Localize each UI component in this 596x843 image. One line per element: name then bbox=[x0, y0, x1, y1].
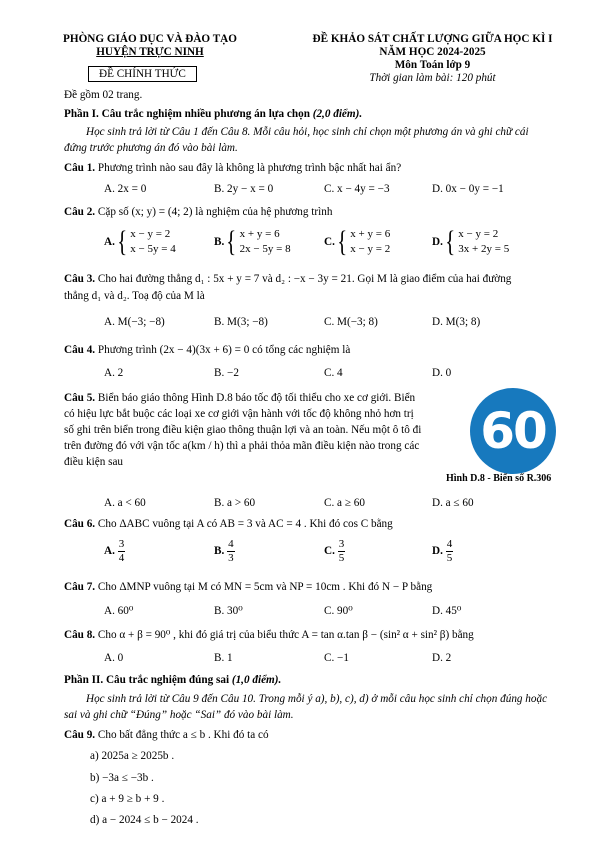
q6-option-c: C. $\frac{3}{5}$ bbox=[324, 538, 345, 564]
question-1: Câu 1. Phương trình nào sau đây là không là phương trình bậc nhất hai ẩn? bbox=[64, 162, 402, 174]
q6-option-b: B. $\frac{4}{3}$ bbox=[214, 538, 234, 564]
page-count: Đề gồm 02 trang. bbox=[64, 89, 143, 101]
q1-option-c: C. x − 4y = −3 bbox=[324, 183, 390, 195]
q6-option-d: D. $\frac{4}{5}$ bbox=[432, 538, 453, 564]
department-name: PHÒNG GIÁO DỤC VÀ ĐÀO TẠO bbox=[63, 33, 237, 45]
question-3: Câu 3. Cho hai đường thẳng d₁ : 5x + y = 7 và d₂ : −x − 3y = 21. Gọi M là giao điểm của hai đường bbox=[64, 273, 512, 285]
speed-sign: 60 bbox=[470, 388, 556, 474]
q8-option-b: B. 1 bbox=[214, 652, 233, 664]
question-4: Câu 4. Phương trình (2x − 4)(3x + 6) = 0 có tổng các nghiệm là bbox=[64, 344, 351, 356]
question-5: Câu 5. Biển báo giáo thông Hình D.8 báo tốc độ tối thiểu cho xe cơ giới. Biển có hiệu lực bắt buộc các loại xe cơ giới vận hành với tốc độ không nhỏ hơn trị số ghi trên biển trong điều kiện giao thông thuận lợi và an toàn. Nếu một ô tô đi trên đường đó với vận tốc a(km / h) thì a phải thỏa mãn điều kiện nào trong các điều kiện sau bbox=[64, 392, 422, 468]
q8-option-c: C. −1 bbox=[324, 652, 349, 664]
q8-option-a: A. 0 bbox=[104, 652, 124, 664]
question-7: Câu 7. Cho ΔMNP vuông tại M có MN = 5cm và NP = 10cm . Khi đó N − P bằng bbox=[64, 581, 433, 593]
q9-item-a: a) 2025a ≥ 2025b . bbox=[90, 750, 175, 762]
q5-option-a: A. a < 60 bbox=[104, 497, 146, 509]
q8-option-d: D. 2 bbox=[432, 652, 452, 664]
q3-option-d: D. M(3; 8) bbox=[432, 316, 481, 328]
q2-option-c: C. { x + y = 6 x − y = 2 bbox=[324, 225, 391, 258]
question-3-line2: thẳng d₁ và d₂. Toạ độ của M là bbox=[64, 290, 205, 302]
question-9: Câu 9. Cho bất đẳng thức a ≤ b . Khi đó ta có bbox=[64, 729, 269, 741]
q4-option-a: A. 2 bbox=[104, 367, 124, 379]
question-8: Câu 8. Cho α + β = 90⁰ , khi đó giá trị của biểu thức A = tan α.tan β − (sin² α + sin² β) bằng bbox=[64, 629, 474, 641]
q4-option-c: C. 4 bbox=[324, 367, 343, 379]
q7-option-c: C. 90⁰ bbox=[324, 605, 353, 617]
q7-option-b: B. 30⁰ bbox=[214, 605, 243, 617]
q2-option-b: B. { x + y = 6 2x − 5y = 8 bbox=[214, 225, 291, 258]
q3-option-c: C. M(−3; 8) bbox=[324, 316, 378, 328]
q7-option-a: A. 60⁰ bbox=[104, 605, 134, 617]
q5-option-b: B. a > 60 bbox=[214, 497, 256, 509]
question-6: Câu 6. Cho ΔABC vuông tại A có AB = 3 và AC = 4 . Khi đó cos C bằng bbox=[64, 518, 393, 530]
q3-option-a: A. M(−3; −8) bbox=[104, 316, 165, 328]
q9-item-d: d) a − 2024 ≤ b − 2024 . bbox=[90, 814, 199, 826]
subject: Môn Toán lớp 9 bbox=[394, 59, 471, 71]
part1-heading: Phần I. Câu trắc nghiệm nhiều phương án lựa chọn (2,0 điểm). bbox=[64, 108, 363, 120]
part1-instruction: Học sinh trả lời từ Câu 1 đến Câu 8. Mỗi câu hỏi, học sinh chỉ chọn một phương án và ghi chữ cái đứng trước phương án đó vào bài làm. bbox=[64, 126, 529, 154]
figure-caption: Hình D.8 - Biển số R.306 bbox=[446, 473, 552, 484]
q1-option-d: D. 0x − 0y = −1 bbox=[432, 183, 504, 195]
q9-item-c: c) a + 9 ≥ b + 9 . bbox=[90, 793, 165, 805]
question-2: Câu 2. Cặp số (x; y) = (4; 2) là nghiệm của hệ phương trình bbox=[64, 206, 333, 218]
q4-option-b: B. −2 bbox=[214, 367, 239, 379]
q4-option-d: D. 0 bbox=[432, 367, 452, 379]
q5-option-d: D. a ≤ 60 bbox=[432, 497, 474, 509]
q9-item-b: b) −3a ≤ −3b . bbox=[90, 772, 154, 784]
q6-option-a: A. $\frac{3}{4}$ bbox=[104, 538, 125, 564]
part2-heading: Phần II. Câu trắc nghiệm đúng sai (1,0 điểm). bbox=[64, 674, 282, 686]
q7-option-d: D. 45⁰ bbox=[432, 605, 462, 617]
part2-instruction: Học sinh trả lời từ Câu 9 đến Câu 10. Trong mỗi ý a), b), c), d) ở mỗi câu học sinh chỉ chọn đúng hoặc sai và ghi chữ “Đúng” hoặc “Sai” đó vào bài làm. bbox=[64, 693, 548, 721]
q1-option-b: B. 2y − x = 0 bbox=[214, 183, 274, 195]
q2-option-a: A. { x − y = 2 x − 5y = 4 bbox=[104, 225, 176, 258]
q1-option-a: A. 2x = 0 bbox=[104, 183, 147, 195]
q2-option-d: D. { x − y = 2 3x + 2y = 5 bbox=[432, 225, 510, 258]
district-name: HUYỆN TRỰC NINH bbox=[96, 46, 204, 58]
exam-title: ĐỀ KHẢO SÁT CHẤT LƯỢNG GIỮA HỌC KÌ I bbox=[312, 33, 553, 45]
q5-option-c: C. a ≥ 60 bbox=[324, 497, 365, 509]
time-limit: Thời gian làm bài: 120 phút bbox=[369, 72, 496, 84]
q3-option-b: B. M(3; −8) bbox=[214, 316, 268, 328]
school-year: NĂM HỌC 2024-2025 bbox=[379, 46, 486, 58]
official-stamp: ĐỀ CHÍNH THỨC bbox=[88, 66, 197, 82]
